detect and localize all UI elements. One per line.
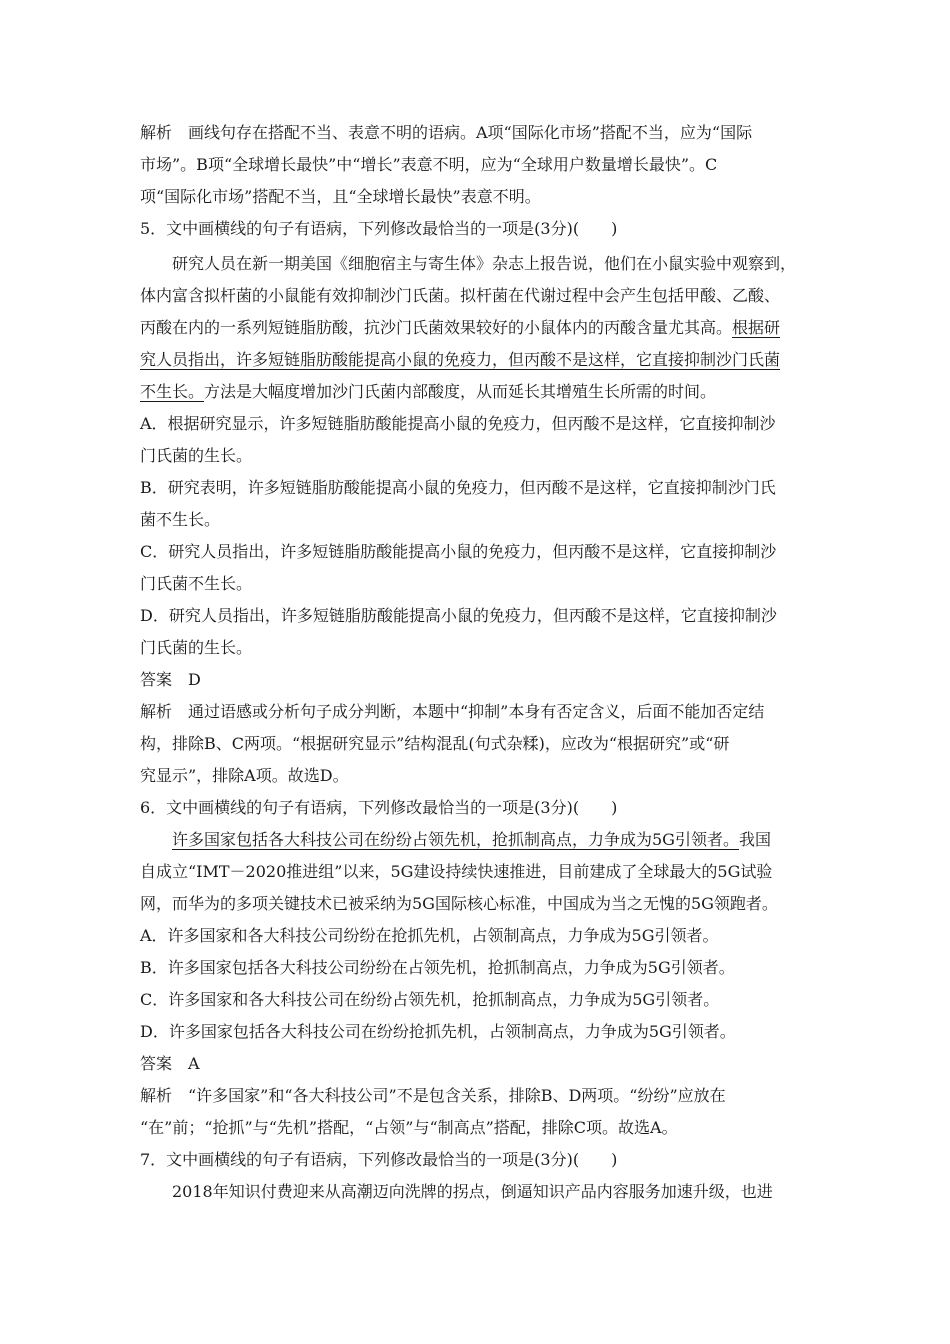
text-line: [172, 1182, 773, 1204]
line-text: 市场”。B项“全球增长最快”中“增长”表意不明，应为“全球用户数量增长最快”。C: [140, 155, 718, 174]
text-line: [140, 187, 541, 209]
text-line: [140, 926, 719, 948]
text-line: [140, 446, 252, 468]
line-text: 解析 “许多国家”和“各大科技公司”不是包含关系，排除B、D两项。“纷纷”应放在: [140, 1086, 726, 1105]
text-line: [140, 414, 776, 436]
line-text: 答案 D: [140, 670, 201, 689]
underlined-sentence: 根据研: [732, 318, 781, 337]
text-line: [140, 350, 780, 372]
text-line: [140, 155, 717, 177]
line-text: 门氏菌的生长。: [140, 446, 253, 465]
line-text: B．许多国家包括各大科技公司纷纷在占领先机，抢抓制高点，力争成为5G引领者。: [140, 958, 735, 977]
line-text: 解析 通过语感或分析句子成分判断，本题中“抑制”本身有否定含义，后面不能加否定结: [140, 702, 765, 721]
text-line: [140, 606, 777, 628]
line-text: 解析 画线句存在搭配不当、表意不明的语病。A项“国际化市场”搭配不当，应为“国际: [140, 123, 753, 142]
line-text: C．许多国家和各大科技公司在纷纷占领先机，抢抓制高点，力争成为5G引领者。: [140, 990, 720, 1009]
line-text: 构，排除B、C两项。“根据研究显示”结构混乱(句式杂糅)，应改为“根据研究”或“研: [140, 734, 730, 753]
underlined-sentence: 不生长。: [140, 382, 205, 401]
underlined-sentence: 许多国家包括各大科技公司在纷纷占领先机，抢抓制高点，力争成为5G引领者。: [172, 830, 739, 849]
line-text: “在”前；“抢抓”与“先机”搭配，“占领”与“制高点”搭配，排除C项。故选A。: [140, 1118, 678, 1137]
line-text: 门氏菌的生长。: [140, 638, 253, 657]
line-text: 5．文中画横线的句子有语病，下列修改最恰当的一项是(3分)( ): [140, 219, 618, 238]
text-line: [140, 1054, 200, 1076]
text-line: [140, 1118, 678, 1140]
line-text: 究显示”，排除A项。故选D。: [140, 766, 349, 785]
text-line: [140, 542, 776, 564]
line-text: 自成立“IMT－2020推进组”以来，5G建设持续快速推进，目前建成了全球最大的5G试验: [140, 862, 773, 881]
text-line: [140, 766, 349, 788]
line-text: 研究人员在新一期美国《细胞宿主与寄生体》杂志上报告说，他们在小鼠实验中观察到，: [172, 254, 797, 273]
line-text: 2018年知识付费迎来从高潮迈向洗牌的拐点，倒逼知识产品内容服务加速升级，也进: [172, 1182, 773, 1201]
line-text: 菌不生长。: [140, 510, 221, 529]
text-line: [140, 862, 772, 884]
text-line: [140, 638, 252, 660]
text-line: [140, 1022, 736, 1044]
line-text: 体内富含拟杆菌的小鼠能有效抑制沙门氏菌。拟杆菌在代谢过程中会产生包括甲酸、乙酸、: [140, 286, 781, 305]
line-text: 方法是大幅度增加沙门氏菌内部酸度，从而延长其增殖生长所需的时间。: [204, 382, 717, 401]
text-line: [140, 894, 778, 916]
line-text: B．研究表明，许多短链脂肪酸能提高小鼠的免疫力，但丙酸不是这样，它直接抑制沙门氏: [140, 478, 776, 497]
text-line: [140, 702, 764, 724]
line-text: D．研究人员指出，许多短链脂肪酸能提高小鼠的免疫力，但丙酸不是这样，它直接抑制沙: [140, 606, 777, 625]
line-text: C．研究人员指出，许多短链脂肪酸能提高小鼠的免疫力，但丙酸不是这样，它直接抑制沙: [140, 542, 777, 561]
line-text: A．许多国家和各大科技公司纷纷在抢抓先机，占领制高点，力争成为5G引领者。: [140, 926, 719, 945]
text-line: [140, 478, 776, 500]
text-line: [140, 123, 752, 145]
text-line: [140, 286, 780, 308]
line-text: 答案 A: [140, 1054, 200, 1073]
text-line: [140, 318, 780, 340]
text-line: [172, 254, 796, 276]
line-text: 网，而华为的多项关键技术已被采纳为5G国际核心标准，中国成为当之无愧的5G领跑者。: [140, 894, 778, 913]
line-text: 我国: [738, 830, 771, 849]
text-line: [140, 958, 735, 980]
text-line: [140, 510, 220, 532]
text-line: [140, 798, 617, 820]
text-line: [140, 990, 719, 1012]
line-text: A．根据研究显示，许多短链脂肪酸能提高小鼠的免疫力，但丙酸不是这样，它直接抑制沙: [140, 414, 776, 433]
line-text: 丙酸在内的一系列短链脂肪酸，抗沙门氏菌效果较好的小鼠体内的丙酸含量尤其高。: [140, 318, 733, 337]
text-line: [140, 1086, 726, 1108]
line-text: D．许多国家包括各大科技公司在纷纷抢抓先机，占领制高点，力争成为5G引领者。: [140, 1022, 736, 1041]
text-line: [140, 219, 617, 241]
text-line: [140, 1150, 617, 1172]
text-line: [140, 734, 729, 756]
line-text: 7．文中画横线的句子有语病，下列修改最恰当的一项是(3分)( ): [140, 1150, 618, 1169]
line-text: 项“国际化市场”搭配不当，且“全球增长最快”表意不明。: [140, 187, 541, 206]
underlined-sentence: 究人员指出，许多短链脂肪酸能提高小鼠的免疫力，但丙酸不是这样，它直接抑制沙门氏菌: [140, 350, 781, 369]
line-text: 6．文中画横线的句子有语病，下列修改最恰当的一项是(3分)( ): [140, 798, 618, 817]
text-line: [140, 574, 252, 596]
text-line: [140, 670, 201, 692]
text-line: [140, 382, 716, 404]
text-line: [172, 830, 771, 852]
line-text: 门氏菌不生长。: [140, 574, 253, 593]
